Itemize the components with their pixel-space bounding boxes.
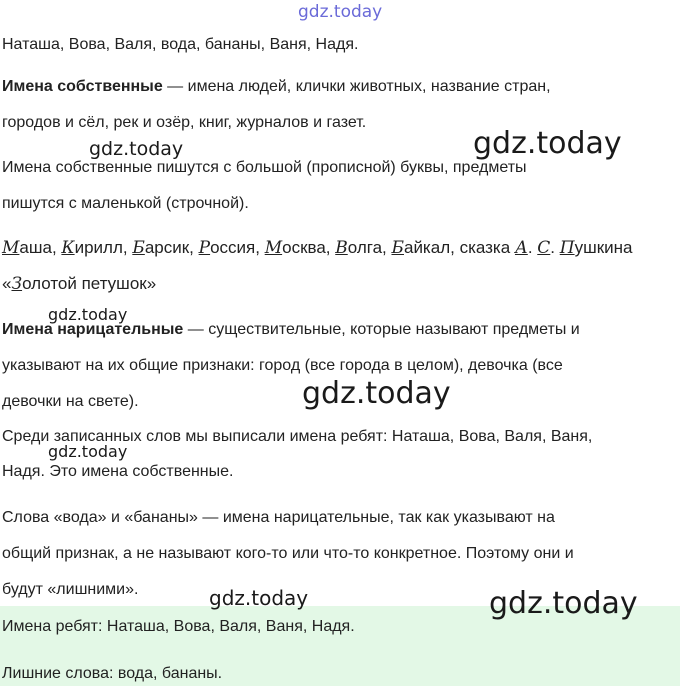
explanation-1-line-1: Среди записанных слов мы выписали имена ребят: Наташа, Вова, Валя, Ваня, [2, 428, 593, 445]
example-text: аша, [19, 238, 62, 257]
proper-rule-line-2: пишутся с маленькой (строчной). [2, 195, 249, 212]
example-text: . [550, 238, 560, 257]
underlined-capital: К [61, 238, 75, 258]
example-text: ирилл, [74, 238, 133, 257]
common-def-text-1: — существительные, которые называют предметы и [183, 321, 580, 338]
underlined-capital: З [11, 274, 23, 294]
example-text: арсик, [144, 238, 199, 257]
answer-extra-words: Лишние слова: вода, бананы. [2, 665, 223, 682]
example-text: айкал, сказка [403, 238, 515, 257]
proper-term: Имена собственные [2, 78, 163, 95]
explanation-2-line-3: будут «лишними». [2, 581, 139, 598]
answer-names: Имена ребят: Наташа, Вова, Валя, Ваня, Надя. [2, 618, 355, 635]
underlined-capital: М [2, 238, 20, 258]
example-text: оссия, [210, 238, 265, 257]
underlined-capital: П [559, 238, 575, 258]
common-definition-line-2: указывают на их общие признаки: город (все города в целом), девочка (все [2, 357, 563, 374]
watermark-4: gdz.today [302, 376, 451, 411]
examples-line-1 [2, 238, 632, 258]
example-text: осква, [282, 238, 336, 257]
explanation-1-line-2: Надя. Это имена собственные. [2, 463, 234, 480]
common-definition-line-3: девочки на свете). [2, 393, 139, 410]
underlined-capital: Б [132, 238, 145, 258]
underlined-capital: В [335, 238, 348, 258]
watermark-2: gdz.today [473, 126, 622, 161]
example-text: олотой петушок» [22, 274, 157, 293]
underlined-capital: С [537, 238, 551, 258]
underlined-capital: Р [198, 238, 211, 258]
watermark-7: gdz.today [489, 586, 638, 621]
example-text: ушкина [574, 238, 633, 257]
example-text: олга, [347, 238, 392, 257]
proper-rule-line-1: Имена собственные пишутся с большой (прописной) буквы, предметы [2, 159, 527, 176]
underlined-capital: Б [391, 238, 404, 258]
explanation-2-line-1: Слова «вода» и «бананы» — имена нарицательные, так как указывают на [2, 509, 555, 526]
common-definition-line-1 [2, 320, 580, 340]
proper-definition-line-2: городов и сёл, рек и озёр, книг, журналов и газет. [2, 114, 367, 131]
example-text: « [2, 274, 12, 293]
explanation-2-line-2: общий признак, а не называют кого-то или что-то конкретное. Поэтому они и [2, 545, 574, 562]
proper-def-text-1: — имена людей, клички животных, название стран, [162, 78, 551, 95]
common-term: Имена нарицательные [2, 321, 184, 338]
underlined-capital: М [264, 238, 283, 258]
watermark-top: gdz.today [298, 2, 383, 22]
watermark-5: gdz.today [48, 442, 128, 461]
example-text: . [527, 238, 538, 257]
examples-line-2 [2, 274, 156, 294]
underlined-capital: А [514, 238, 528, 258]
watermark-1: gdz.today [89, 138, 184, 160]
watermark-3: gdz.today [48, 305, 128, 324]
task-words: Наташа, Вова, Валя, вода, бананы, Ваня, Надя. [2, 36, 359, 53]
proper-definition-line-1 [2, 77, 551, 97]
watermark-6: gdz.today [209, 586, 309, 610]
